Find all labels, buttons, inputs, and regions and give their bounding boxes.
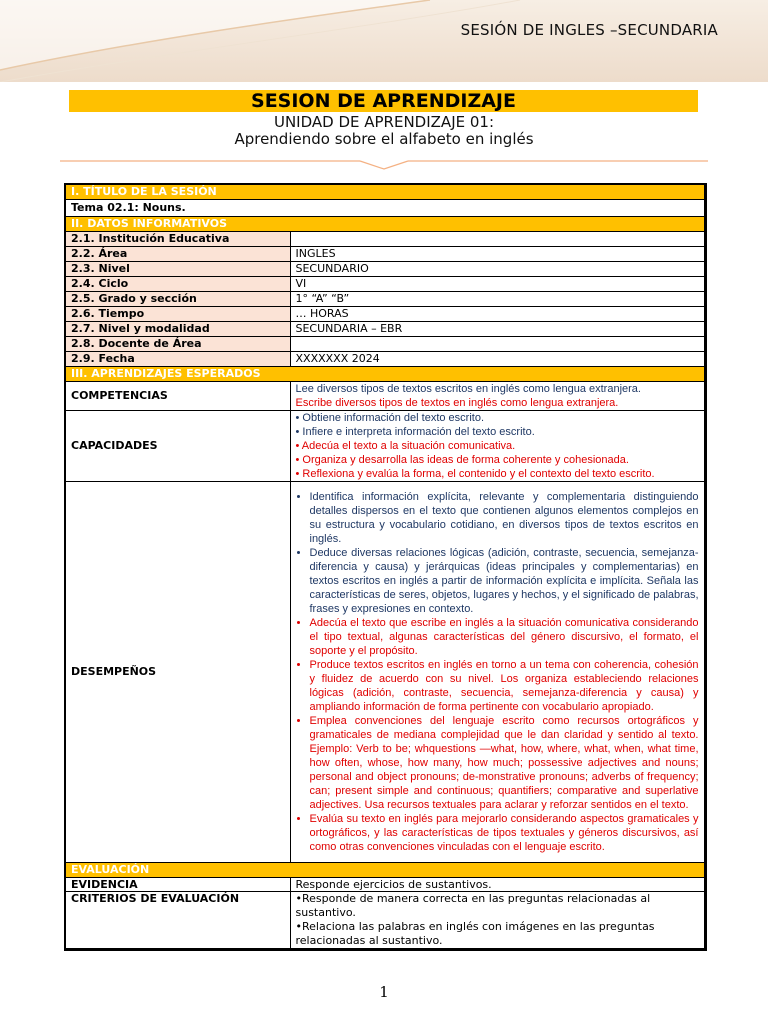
section-title-heading: I. TÍTULO DE LA SESIÓN	[65, 184, 705, 200]
info-row-date	[65, 352, 705, 367]
desempeno-item: • Emplea convenciones del lenguaje escrito como recursos ortográficos y gramaticales de mediana complejidad que le dan claridad y sentido al texto. Ejemplo: Verb to be; whquestions —what, how, where, what, when, what time, how often, whose, how many, how much; possessive adjectives and nouns; personal and object pronouns; de-monstrative pronouns; adverbs of frequency; can; present simple and continuous; quantifiers; comparative and superlative adjectives. Usa recursos textuales para aclarar y reforzar sentidos en el texto.	[310, 714, 699, 812]
section-learning-heading: III. APRENDIZAJES ESPERADOS	[65, 367, 705, 382]
unit-title: UNIDAD DE APRENDIZAJE 01:	[273, 113, 495, 131]
criterios-row	[65, 892, 705, 950]
info-row-level	[65, 262, 705, 277]
evidencia-row	[65, 878, 705, 892]
competencias-row	[65, 382, 705, 411]
header-decoration	[0, 0, 768, 82]
info-label: 2.7. Nivel y modalidad	[65, 322, 290, 337]
session-theme: Tema 02.1: Nouns.	[65, 200, 705, 217]
criterio-item: •Relaciona las palabras en inglés con imágenes en las preguntas relacionadas al sustantivo.	[295, 920, 655, 947]
desempenos-row	[65, 482, 705, 863]
info-row-cycle	[65, 277, 705, 292]
info-label: 2.6. Tiempo	[65, 307, 290, 322]
criterios-content	[290, 892, 705, 950]
desempeno-item: • Evalúa su texto en inglés para mejorarlo considerando aspectos gramaticales y ortográficos, y las características de tipos textuales y géneros discursivos, así como otras convenciones vinculadas con el lenguaje escrito.	[310, 812, 699, 854]
info-row-institution	[65, 232, 705, 247]
page-number: 1	[379, 983, 389, 1001]
info-label: 2.9. Fecha	[65, 352, 290, 367]
criterio-item: •Responde de manera correcta en las preguntas relacionadas al sustantivo.	[295, 892, 651, 919]
competencias-label: COMPETENCIAS	[65, 382, 290, 411]
title-divider	[60, 157, 708, 171]
info-value: VI	[290, 277, 705, 292]
info-label: 2.5. Grado y sección	[65, 292, 290, 307]
info-value	[290, 232, 705, 247]
info-label: 2.3. Nivel	[65, 262, 290, 277]
criterios-label: CRITERIOS DE EVALUACIÓN	[65, 892, 290, 950]
info-row-area	[65, 247, 705, 262]
capacidades-label: CAPACIDADES	[65, 411, 290, 482]
info-value: SECUNDARIA – EBR	[290, 322, 705, 337]
info-label: 2.8. Docente de Área	[65, 337, 290, 352]
info-row-modality	[65, 322, 705, 337]
competencias-content	[290, 382, 705, 411]
info-row-teacher	[65, 337, 705, 352]
info-row-time	[65, 307, 705, 322]
desempeno-item: • Produce textos escritos en inglés en torno a un tema con coherencia, cohesión y fluidez de acuerdo con su nivel. Los organiza estableciendo relaciones lógicas (adición, contraste, secuencia, semejanza-diferencia y causa) y ampliando información de forma pertinente con vocabulario apropiado.	[310, 658, 699, 714]
competencia-item: Lee diversos tipos de textos escritos en inglés como lengua extranjera.	[295, 383, 641, 395]
info-value: SECUNDARIO	[290, 262, 705, 277]
unit-topic: Aprendiendo sobre el alfabeto en inglés	[234, 130, 534, 148]
info-value: INGLES	[290, 247, 705, 262]
desempenos-content	[290, 482, 705, 863]
info-value: 1° “A” “B”	[290, 292, 705, 307]
header-title: SESIÓN DE INGLES –SECUNDARIA	[460, 21, 718, 39]
session-table	[64, 183, 707, 951]
info-value: … HORAS	[290, 307, 705, 322]
info-row-grade	[65, 292, 705, 307]
info-label: 2.4. Ciclo	[65, 277, 290, 292]
session-title: SESION DE APRENDIZAJE	[69, 90, 698, 112]
capacidad-item: • Obtiene información del texto escrito.	[295, 412, 484, 424]
desempeno-item: • Adecúa el texto que escribe en inglés a la situación comunicativa considerando el tipo textual, algunas características del género discursivo, el formato, el soporte y el propósito.	[310, 616, 699, 658]
capacidades-row	[65, 411, 705, 482]
info-label: 2.2. Área	[65, 247, 290, 262]
info-value	[290, 337, 705, 352]
desempeno-item: • Deduce diversas relaciones lógicas (adición, contraste, secuencia, semejanza-diferencia y causa) y jerárquicas (ideas principales y complementarias) en textos escritos en inglés a partir de información explícita e implícita. Señala las características de seres, objetos, lugares y hechos, y el significado de palabras, frases y expresiones en contexto.	[310, 546, 699, 616]
desempeno-item: • Identifica información explícita, relevante y complementaria distinguiendo detalles dispersos en el texto que contienen algunos elementos complejos en su estructura y vocabulario cotidiano, en diversos tipos de textos escritos en inglés.	[310, 490, 699, 546]
section-evaluation-heading: EVALUACIÓN	[65, 863, 705, 878]
capacidades-content	[290, 411, 705, 482]
capacidad-item: • Reflexiona y evalúa la forma, el contenido y el contexto del texto escrito.	[295, 468, 655, 480]
desempenos-list	[296, 490, 699, 854]
evidencia-label: EVIDENCIA	[65, 878, 290, 892]
page-header	[0, 0, 768, 82]
section-info-heading: II. DATOS INFORMATIVOS	[65, 217, 705, 232]
desempenos-label: DESEMPEÑOS	[65, 482, 290, 863]
info-label: 2.1. Institución Educativa	[65, 232, 290, 247]
info-value: XXXXXXX 2024	[290, 352, 705, 367]
capacidad-item: • Adecúa el texto a la situación comunicativa.	[295, 440, 516, 452]
competencia-item: Escribe diversos tipos de textos en inglés como lengua extranjera.	[295, 397, 619, 409]
capacidad-item: • Infiere e interpreta información del texto escrito.	[295, 426, 535, 438]
capacidad-item: • Organiza y desarrolla las ideas de forma coherente y cohesionada.	[295, 454, 629, 466]
evidencia-value: Responde ejercicios de sustantivos.	[290, 878, 705, 892]
